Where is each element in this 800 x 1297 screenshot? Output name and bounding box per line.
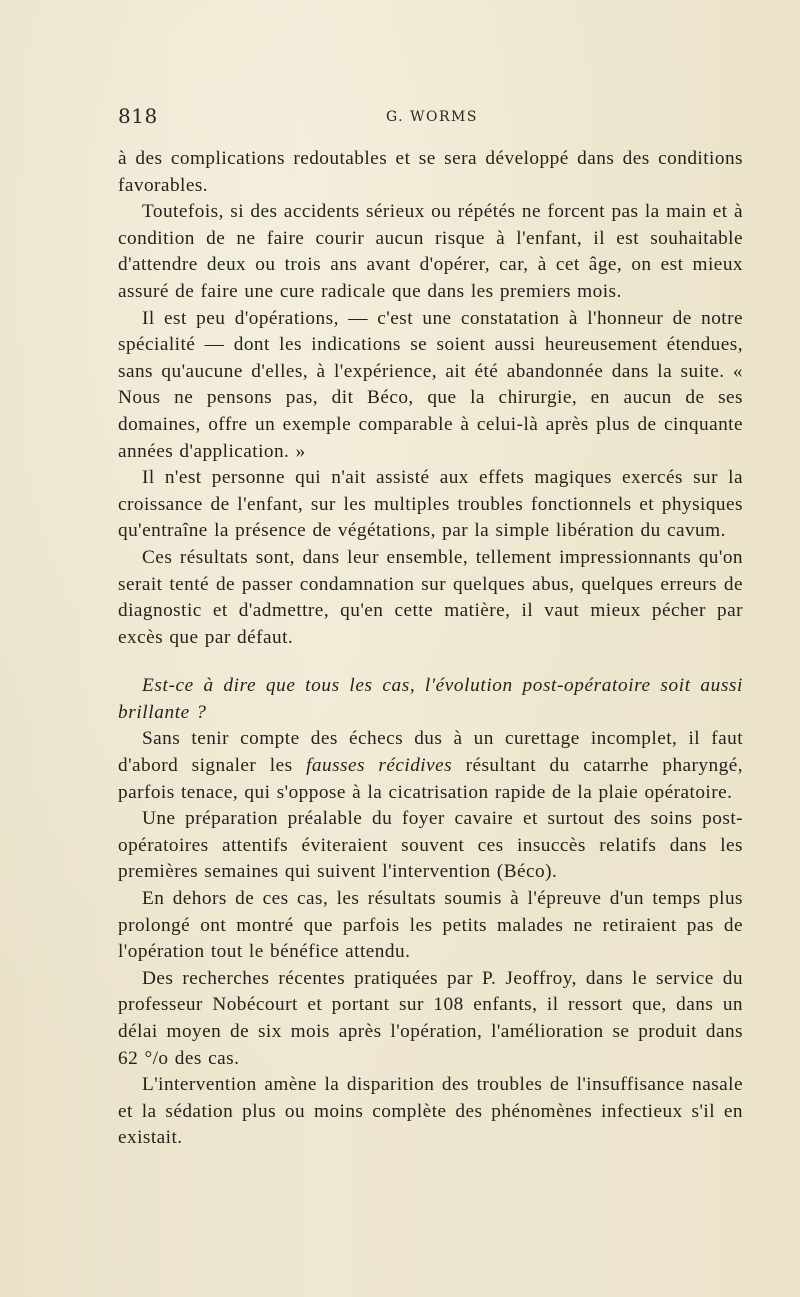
body-text [118,146,743,1152]
paragraph: Il est peu d'opérations, — c'est une constatation à l'honneur de notre spécialité — dont les indications se soient aussi heureusement étendues, sans qu'aucune d'elles, à l'expérience, ait été abandonnée dans la suite. « Nous ne pensons pas, dit Béco, que la chirurgie, en aucun de ses domaines, offre un exemple comparable à celui-là après plus de cinquante années d'application. » [118,307,743,462]
paragraph: à des complications redoutables et se sera développé dans des conditions favorables. [118,148,743,196]
paragraph: Ces résultats sont, dans leur ensemble, tellement impressionnants qu'on serait tenté de passer condamnation sur quelques abus, quelques erreurs de diagnostic et d'admettre, qu'en cette matière, il vaut mieux pécher par excès que par défaut. [118,546,743,648]
italic-term: fausses récidives [306,755,453,777]
paragraph-text: Sans tenir compte des échecs dus à un curettage incomplet, il faut d'abord signaler les [118,728,743,777]
paragraph: Des recherches récentes pratiquées par P. Jeoffroy, dans le service du professeur Nobécourt et portant sur 108 enfants, il ressort que, dans un délai moyen de six mois après l'opération, l'amélioration se produit dans 62 °/o des cas. [118,967,743,1069]
paragraph [118,726,743,806]
paragraph: Il n'est personne qui n'ait assisté aux effets magiques exercés sur la croissance de l'enfant, sur les multiples troubles fonctionnels et physiques qu'entraîne la présence de végétations, par la simple libération du cavum. [118,467,743,542]
paragraph: Une préparation préalable du foyer cavaire et surtout des soins post-opératoires attentifs éviteraient souvent ces insuccès relatifs dans les premières semaines qui suivent l'intervention (Béco). [118,808,743,883]
paragraph-text: résultant du catarrhe pharyngé, parfois tenace, qui s'oppose à la cicatrisation rapide de la plaie opératoire. [118,755,743,803]
paragraph: Toutefois, si des accidents sérieux ou répétés ne forcent pas la main et à condition de ne faire courir aucun risque à l'enfant, il est souhaitable d'attendre deux ou trois ans avant d'opérer, car, à cet âge, on est mieux assuré de faire une cure radicale que dans les premiers mois. [118,201,743,302]
running-head: G. WORMS [386,109,478,125]
section-question: Est-ce à dire que tous les cas, l'évolution post-opératoire soit aussi brillante ? [118,675,743,723]
page-header [118,104,743,134]
paragraph: En dehors de ces cas, les résultats soumis à l'épreuve d'un temps plus prolongé ont montré que parfois les petits malades ne retiraient pas de l'opération tout le bénéfice attendu. [118,888,743,963]
page-number: 818 [118,104,158,128]
paragraph: L'intervention amène la disparition des troubles de l'insuffisance nasale et la sédation plus ou moins complète des phénomènes infectieux s'il en existait. [118,1074,743,1149]
